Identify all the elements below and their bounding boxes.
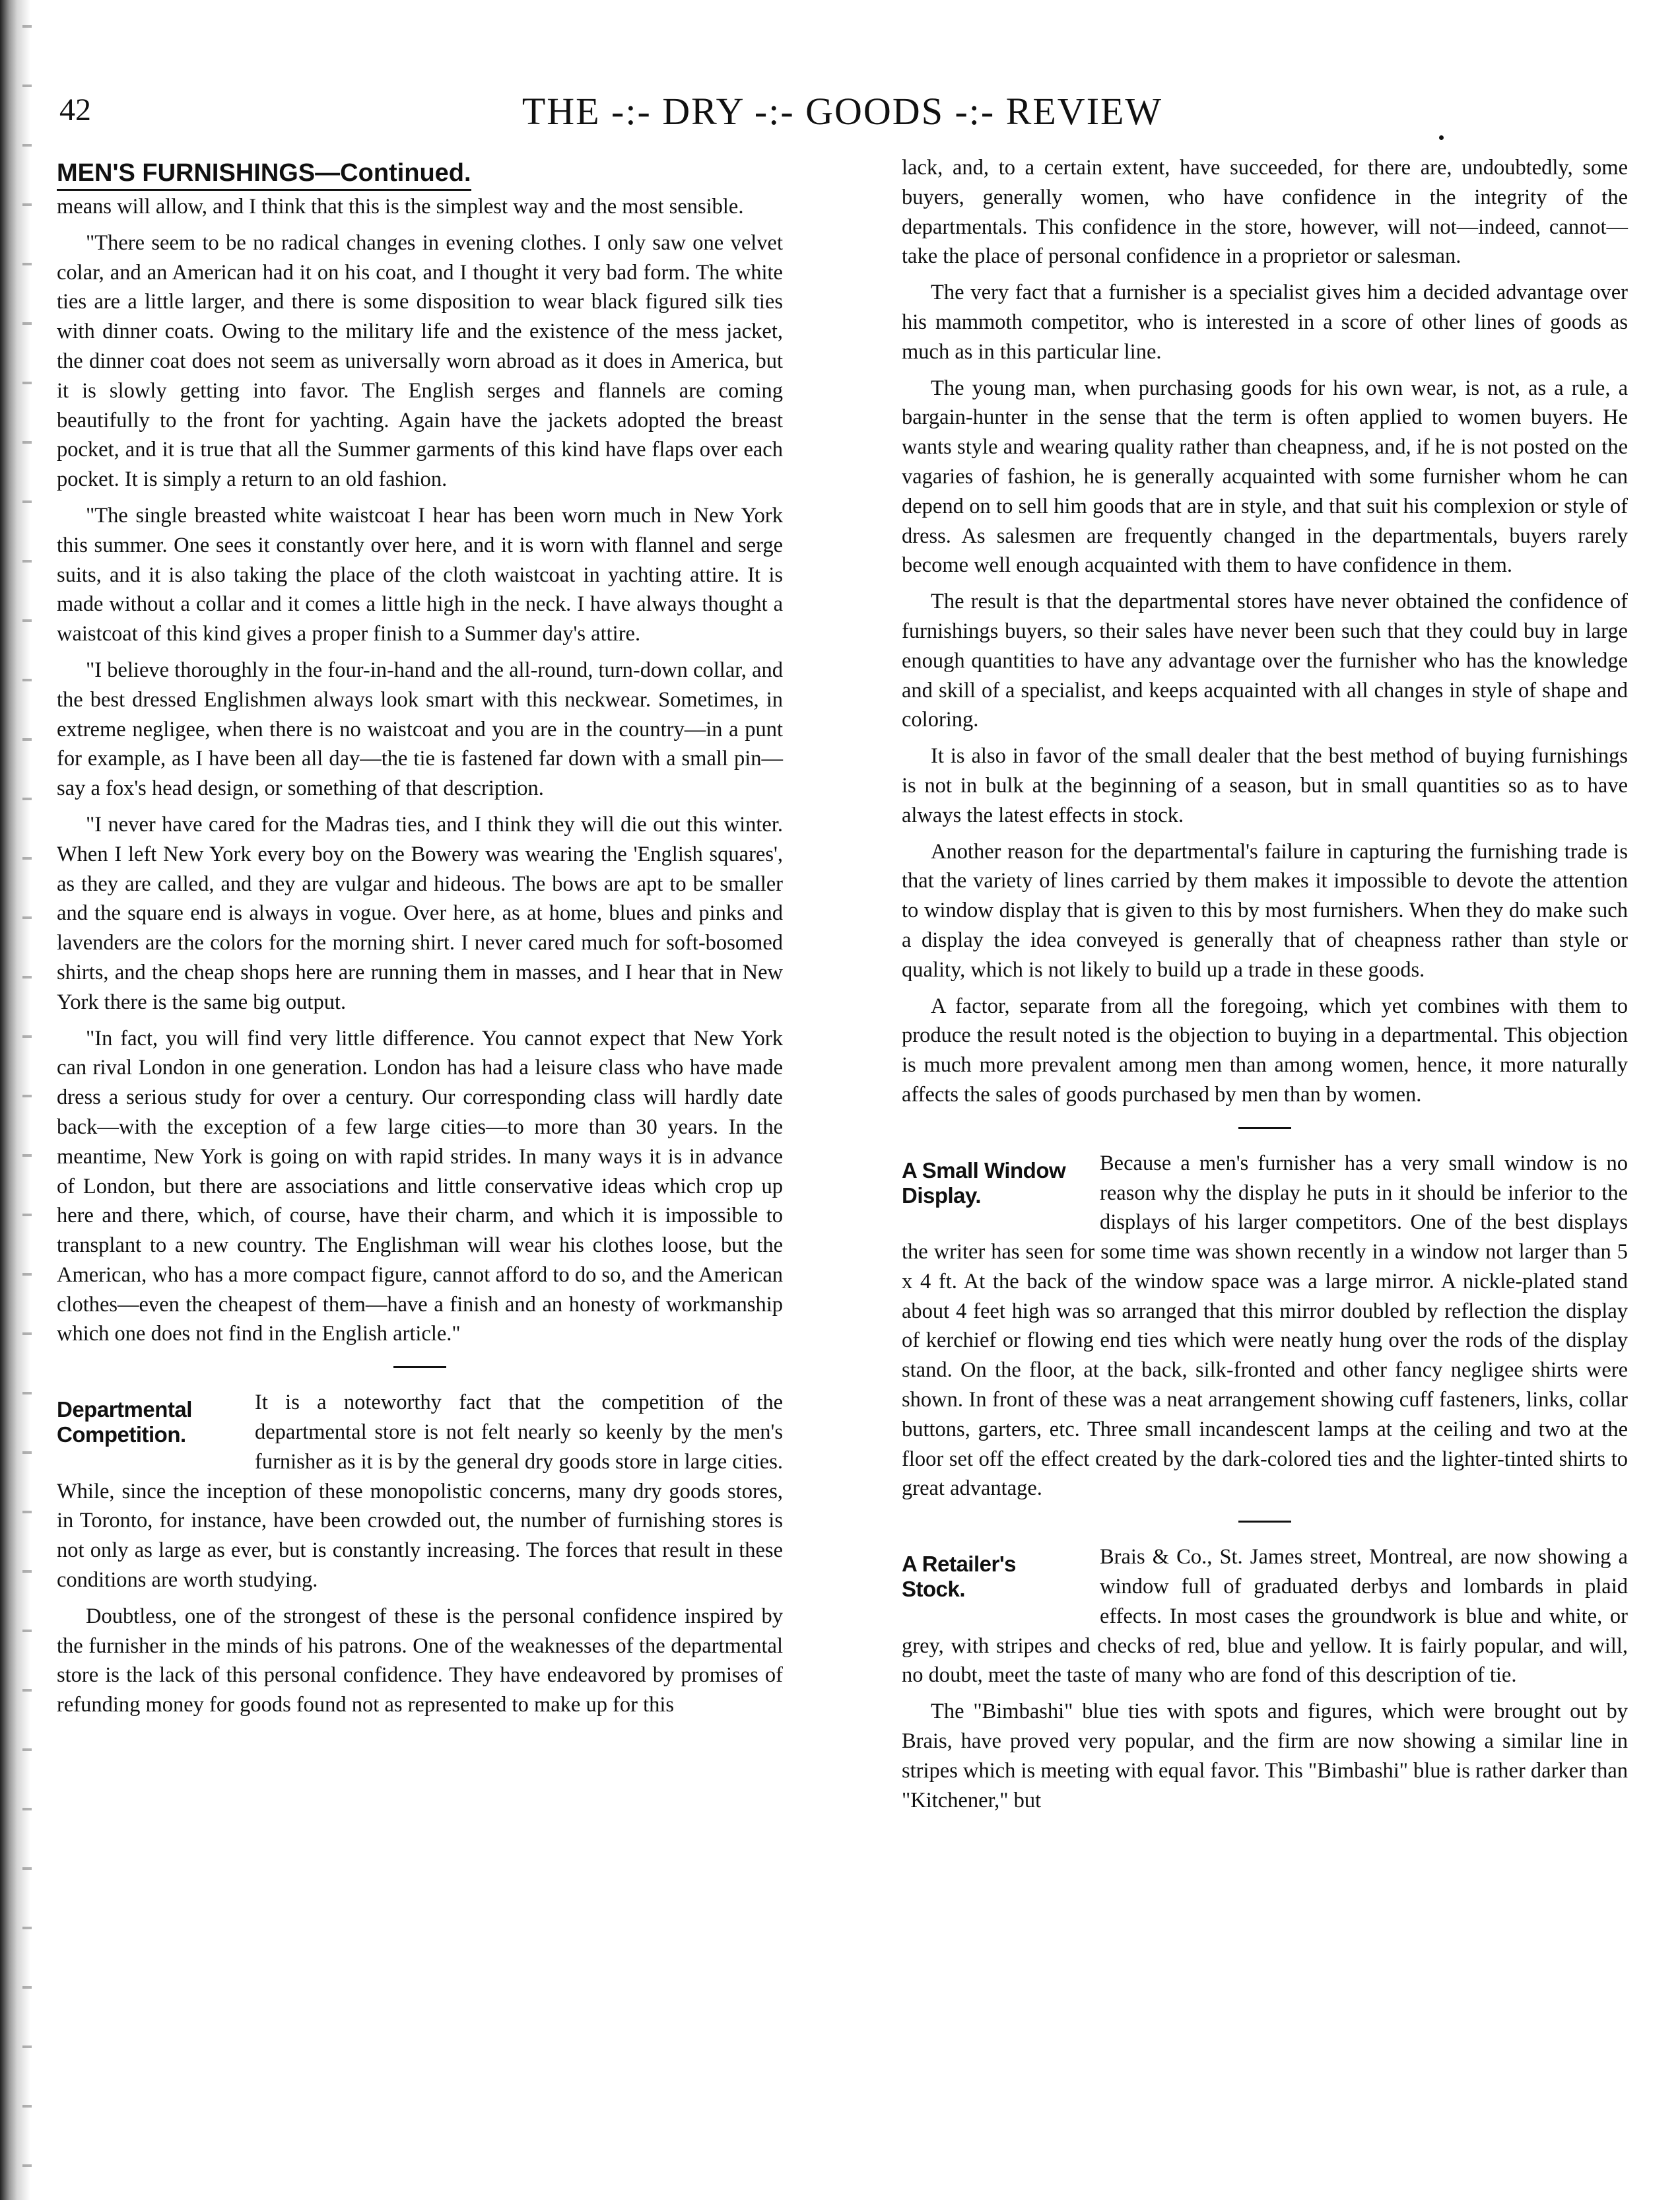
side-heading — [57, 1388, 243, 1447]
paragraph: "The single breasted white waistcoat I hear has been worn much in New York this summer. One sees it constantly over here, and it is worn with flannel and serge suits, and it is also taking the place of the cloth waistcoat in yachting attire. It is made without a collar and it comes a little high in the neck. I have always thought a waistcoat of this kind gives a proper finish to a Summer day's attire. — [57, 503, 783, 646]
side-heading-line: Competition. — [57, 1422, 186, 1447]
paragraph: "In fact, you will find very little difference. You cannot expect that New York can rival London in one generation. London has had a leisure class who have made dress a serious study for over a century. Our corresponding class will hardly date back—with the exception of a few large cities—to more than 30 years. In the meantime, New York is going on with rapid strides. In many ways it is in advance of London, but there are associations and little conservative ideas which crop up here and there, which, of course, have their charm, and which it is impossible to transplant to a new country. The Englishman will wear his clothes loose, but the American, who has a more compact figure, cannot afford to do so, and the American clothes—even the cheapest of them—have a finish and an honesty of workmanship which one does not find in the English article." — [57, 1026, 783, 1346]
right-column — [902, 153, 1628, 1815]
paragraph: A factor, separate from all the foregoing, which yet combines with them to produce the result noted is the objection to buying in a departmental. This objection is much more prevalent among men than among women, hence, it more naturally affects the sales of goods purchased by men than by women. — [902, 994, 1628, 1107]
page-number: 42 — [59, 92, 91, 127]
paragraph: The result is that the departmental stores have never obtained the confidence of furnishings buyers, so their sales have never been such that they could buy in large enough quantities to have any advantage over the furnisher who has the knowledge and skill of a specialist, and keeps acquainted with all changes in style of shape and coloring. — [902, 590, 1628, 732]
paragraph: The very fact that a furnisher is a specialist gives him a decided advantage over his mammoth competitor, who is interested in a score of other lines of goods as much as in this particular line. — [902, 281, 1628, 364]
side-heading-line: Stock. — [902, 1577, 966, 1602]
paragraph: "I never have cared for the Madras ties, and I think they will die out this winter. When I left New York every boy on the Bowery was wearing the 'English squares', as they are called, and they are vulgar and hideous. The bows are apt to be smaller and the square end is always in vogue. Over here, as at home, blues and pinks and lavenders are the colors for the morning shirt. I never cared much for soft-bosomed shirts, and the cheap shops here are running them in masses, and I hear that in New York there is the same big output. — [57, 812, 783, 1014]
paragraph: Because a men's furnisher has a very small window is no reason why the display he puts in it should be inferior to the displays of his larger competitors. One of the best displays the writer has seen for some time was shown recently in a window not larger than 5 x 4 ft. At the back of the window space was a large mirror. A nickle-plated stand about 4 feet high was so arranged that this mirror doubled by reflection the display of kerchief or flowing end ties which were neatly hung over the rods of the display stand. On the floor, at the back, silk-fronted and other fancy negligee shirts were shown. In front of these was a neat arrangement showing cuff fasteners, links, collar buttons, garters, etc. Three small incandescent lamps at the ceiling and two at the floor set off the effect created by the dark-colored ties and the lighter-tinted shirts to great advantage. — [902, 1151, 1628, 1501]
paragraph: Brais & Co., St. James street, Montreal, are now showing a window full of graduated derbys and lombards in plaid effects. In most cases the groundwork is blue and white, or grey, with stripes and checks of red, blue and yellow. It is fairly popular, and will, no doubt, meet the taste of many who are fond of this description of tie. — [902, 1545, 1628, 1688]
paragraph: It is also in favor of the small dealer that the best method of buying furnishings is not in bulk at the beginning of a season, but in small quantities so as to have always the latest effects in stock. — [902, 744, 1628, 827]
paragraph: Doubtless, one of the strongest of these is the personal confidence inspired by the furnisher in the minds of his patrons. One of the weaknesses of the departmental store is the lack of this personal confidence. They have endeavored by promises of refunding money for goods found not as represented to make up for this — [57, 1604, 783, 1717]
side-heading — [902, 1542, 1088, 1602]
paragraph: "I believe thoroughly in the four-in-hand and the all-round, turn-down collar, and the best dressed Englishmen always look smart with this neckwear. Sometimes, in extreme negligee, when there is no waistcoat and you are in the country—in a punt for example, as I have been all day—the tie is fastened far down with a small pin—say a fox's head design, or something of that description. — [57, 658, 783, 801]
page-header — [57, 89, 1628, 142]
side-heading-line: A Small Window — [902, 1157, 1066, 1183]
masthead-title: THE -:- DRY -:- GOODS -:- REVIEW — [521, 90, 1163, 133]
side-heading-line: Display. — [902, 1183, 982, 1208]
section-departmental-competition — [57, 1388, 783, 1595]
paragraph: The "Bimbashi" blue ties with spots and figures, which were brought out by Brais, have proved very popular, and the firm are now showing a similar line in stripes which is meeting with equal favor. This "Bimbashi" blue is rather darker than "Kitchener," but — [902, 1700, 1629, 1812]
section-header-mens-furnishings: MEN'S FURNISHINGS—Continued. — [57, 157, 471, 191]
paragraph: "There seem to be no radical changes in evening clothes. I only saw one velvet colar, and an American had it on his coat, and I thought it very bad form. The white ties are a little larger, and there is some disposition to wear black figured silk ties with dinner coats. Owing to the military life and the existence of the mess jacket, the dinner coat does not seem as universally worn abroad as it does in America, but it is slowly getting into favor. The English serges and flannels are coming beautifully to the front for yachting. Again have the jackets adopted the breast pocket, and it is true that all the Summer garments of this kind have flaps over each pocket. It is simply a return to an old fashion. — [57, 230, 783, 492]
side-heading-line: A Retailer's — [902, 1552, 1017, 1577]
paragraph: means will allow, and I think that this is the simplest way and the most sensible. — [57, 195, 744, 219]
section-divider — [1238, 1521, 1291, 1523]
paragraph: Another reason for the departmental's failure in capturing the furnishing trade is that the variety of lines carried by them makes it impossible to devote the attention to window display that is given to this by most furnishers. When they do make such a display the idea conveyed is generally that of cheapness rather than style or quality, which is not likely to build up a trade in these goods. — [902, 839, 1628, 982]
section-small-window-display — [902, 1149, 1628, 1504]
section-divider — [393, 1366, 446, 1368]
paragraph: lack, and, to a certain extent, have succeeded, for there are, undoubtedly, some buyers, generally women, who have confidence in the integrity of the departmentals. This confidence in the store, however, will not—indeed, cannot—take the place of personal confidence in a proprietor or salesman. — [902, 156, 1628, 269]
paragraph: The young man, when purchasing goods for his own wear, is not, as a rule, a bargain-hunter in the sense that the term is often applied to women buyers. He wants style and wearing quality rather than cheapness, and, if he is not posted on the vagaries of fashion, he is generally acquainted with some furnisher whom he can depend on to sell him goods that are in style, and that suit his complexion or style of dress. As salesmen are frequently changed in the departmentals, buyers rarely become well enough acquainted with them to have confidence in them. — [902, 376, 1628, 578]
side-heading — [902, 1149, 1088, 1208]
section-divider — [1238, 1127, 1291, 1129]
binding-holes — [22, 0, 32, 2200]
section-retailers-stock — [902, 1542, 1628, 1690]
paragraph: It is a noteworthy fact that the competition of the departmental store is not felt nearly so keenly by the men's furnisher as it is by the general dry goods store in large cities. While, since the inception of these monopolistic concerns, many dry goods stores, in Toronto, for instance, have been crowded out, the number of furnishing stores is not only as large as ever, but is constantly increasing. The forces that result in these conditions are worth studying. — [57, 1391, 783, 1593]
left-column — [57, 153, 783, 1720]
side-heading-line: Departmental — [57, 1397, 192, 1422]
speck-mark — [1439, 135, 1444, 140]
